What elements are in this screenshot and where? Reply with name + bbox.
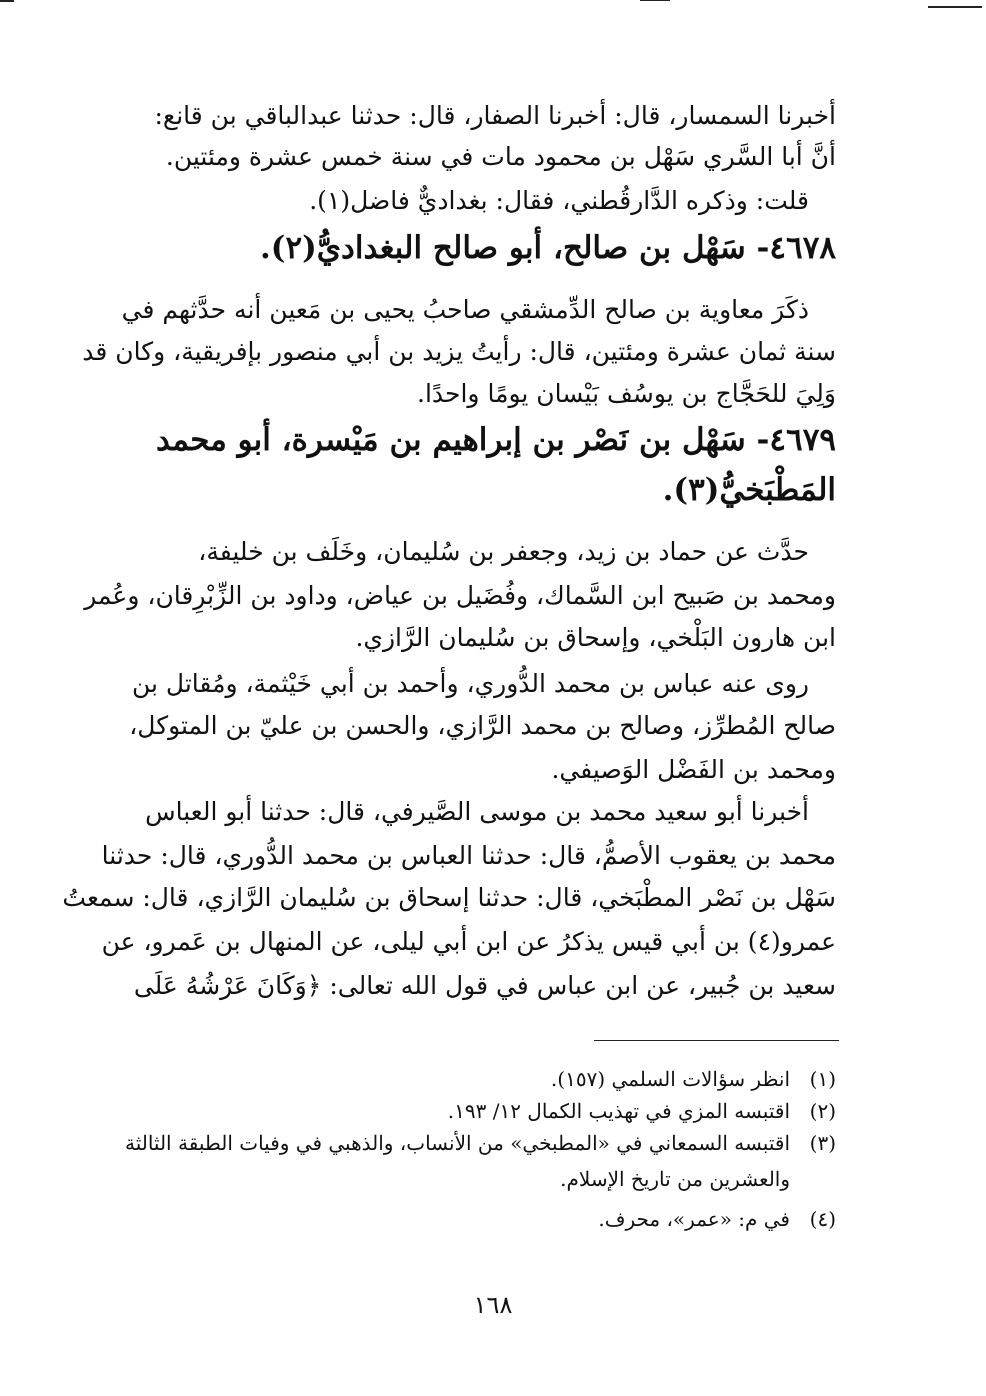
footnote-2 [146, 1096, 836, 1126]
body-line: روى عنه عباس بن محمد الدُّوري، وأحمد بن أبي خَيْثمة، ومُقاتل بن [131, 669, 809, 698]
scan-artifact-top-center [640, 0, 670, 1]
footnote-text: في م: «عمر»، محرف. [598, 1207, 790, 1231]
body-line: ذكَرَ معاوية بن صالح الدِّمشقي صاحبُ يحيى بن مَعين أنه حدَّثهم في [121, 295, 809, 324]
body-line: سَهْل بن نَصْر المطْبَخي، قال: حدثنا إسحاق بن سُليمان الرَّازي، قال: سمعتُ [62, 883, 836, 912]
footnote-number: (٣) [809, 1131, 836, 1155]
body-line: ابن هارون البَلْخي، وإسحاق بن سُليمان الرَّازي. [355, 623, 836, 652]
body-line: صالح المُطرِّز، وصالح بن محمد الرَّازي، والحسن بن عليّ بن المتوكل، [129, 711, 836, 740]
footnote-text: والعشرين من تاريخ الإسلام. [560, 1167, 790, 1191]
body-line: ومحمد بن صَبيح ابن السَّماك، وفُضَيل بن عياض، وداود بن الزِّبْرِقان، وعُمر [84, 581, 836, 610]
body-line: أخبرنا أبو سعيد محمد بن موسى الصَّيرفي، قال: حدثنا أبو العباس [145, 797, 809, 826]
footnote-text: اقتبسه السمعاني في «المطبخي» من الأنساب، والذهبي في وفيات الطبقة الثالثة [124, 1131, 790, 1155]
body-line: عمرو(٤) بن أبي قيس يذكرُ عن ابن أبي ليلى، عن المنهال بن عَمرو، عن [101, 927, 836, 956]
entry-heading-4679: ٤٦٧٩- سَهْل بن نَصْر بن إبراهيم بن مَيْسرة، أبو محمد [156, 422, 836, 458]
footnote-3-cont [146, 1164, 790, 1194]
body-line: أنَّ أبا السَّري سَهْل بن محمود مات في سنة خمس عشرة ومئتين. [165, 142, 836, 171]
scan-artifact-top-right [928, 6, 982, 8]
body-line: سنة ثمان عشرة ومئتين، قال: رأيتُ يزيد بن أبي منصور بإفريقية، وكان قد [82, 337, 836, 366]
body-line: وَلِيَ للحَجَّاج بن يوسُف بَيْسان يومًا واحدًا. [417, 379, 836, 408]
body-line: أخبرنا السمسار، قال: أخبرنا الصفار، قال: حدثنا عبدالباقي بن قانع: [154, 101, 836, 130]
footnote-number: (١) [809, 1067, 836, 1091]
footnote-number: (٢) [809, 1099, 836, 1123]
body-line: محمد بن يعقوب الأصمُّ، قال: حدثنا العباس بن محمد الدُّوري، قال: حدثنا [101, 841, 836, 870]
body-line: سعيد بن جُبير، عن ابن عباس في قول الله تعالى: ﴿وَكَانَ عَرْشُهُ عَلَى [133, 971, 836, 1000]
entry-heading-4679-cont: المَطْبَخيُّ(٣). [662, 472, 836, 508]
footnote-4 [146, 1204, 836, 1234]
footnote-separator [594, 1040, 839, 1041]
scan-artifact-top-left [0, 0, 14, 2]
footnote-number: (٤) [809, 1207, 836, 1231]
entry-heading-4678: ٤٦٧٨- سَهْل بن صالح، أبو صالح البغداديُّ(٢). [259, 230, 836, 266]
body-line: حدَّث عن حماد بن زيد، وجعفر بن سُليمان، وخَلَف بن خليفة، [198, 537, 809, 566]
footnote-3 [124, 1128, 836, 1158]
body-line: قلت: وذكره الدَّارقُطني، فقال: بغداديٌّ فاضل(١). [309, 186, 809, 215]
body-line: ومحمد بن الفَضْل الوَصيفي. [551, 755, 836, 784]
footnote-text: انظر سؤالات السلمي (١٥٧). [550, 1067, 790, 1091]
footnote-text: اقتبسه المزي في تهذيب الكمال ١٢/ ١٩٣. [447, 1099, 790, 1123]
footnote-1 [146, 1064, 836, 1094]
page-number: ١٦٨ [473, 1291, 513, 1319]
